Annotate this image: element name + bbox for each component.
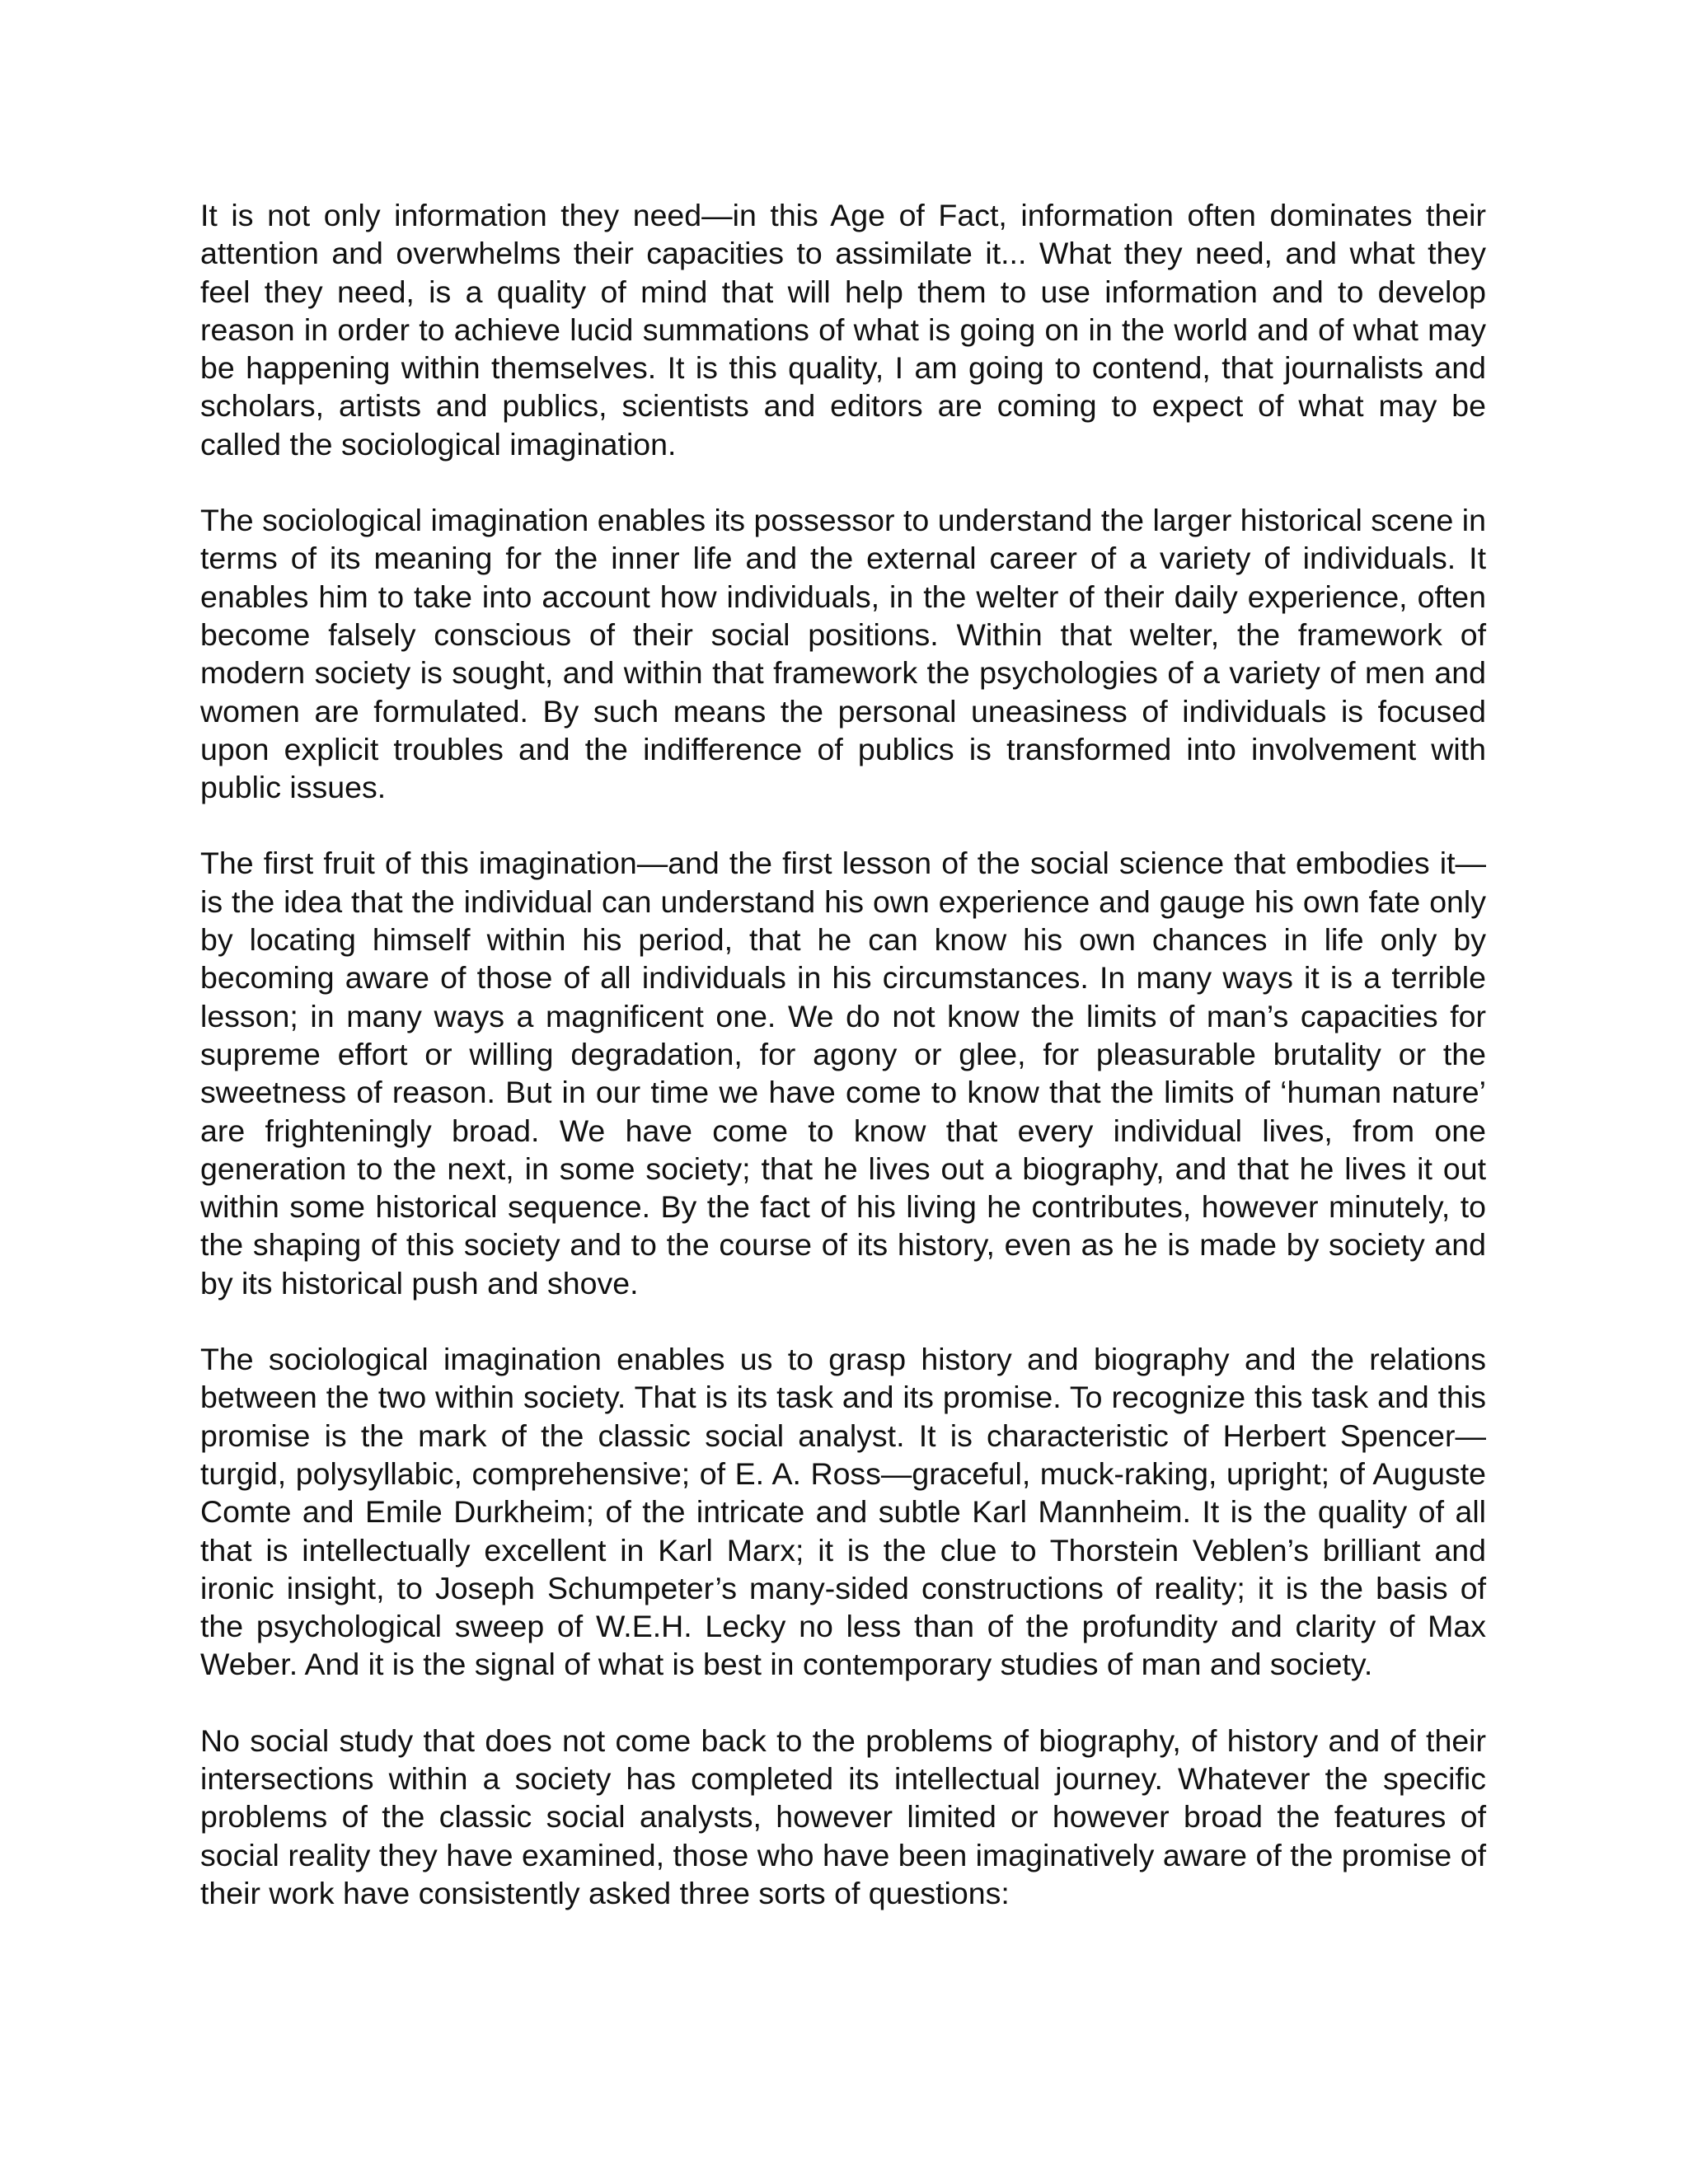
paragraph-information-need: It is not only information they need—in this Age of Fact, information often dominates their attention and overwhelms their capacities to assimilate it... What they need, and what they feel they need, is a quality of mind that will help them to use information and to develop reason in order to achieve lucid summations of what is going on in the world and of what may be happening within themselves. It is this quality, I am going to contend, that journalists and scholars, artists and publics, scientists and editors are coming to expect of what may be called the sociological imagination. bbox=[200, 198, 1486, 462]
paragraph-imagination-enables: The sociological imagination enables its possessor to understand the larger historical scene in terms of its meaning for the inner life and the external career of a variety of individuals. It enables him to take into account how individuals, in the welter of their daily experience, often become falsely conscious of their social positions. Within that welter, the framework of modern society is sought, and within that framework the psychologies of a variety of men and women are formulated. By such means the personal uneasiness of individuals is focused upon explicit troubles and the indifference of publics is transformed into involvement with public issues. bbox=[200, 503, 1486, 805]
paragraph-first-fruit: The first fruit of this imagination—and the first lesson of the social science that embodies it—is the idea that the individual can understand his own experience and gauge his own fate only by locating himself within his period, that he can know his own chances in life only by becoming aware of those of all individuals in his circumstances. In many ways it is a terrible lesson; in many ways a magnificent one. We do not know the limits of man’s capacities for supreme effort or willing degradation, for agony or glee, for pleasurable brutality or the sweetness of reason. But in our time we have come to know that the limits of ‘human nature’ are frighteningly broad. We have come to know that every individual lives, from one generation to the next, in some society; that he lives out a biography, and that he lives it out within some historical sequence. By the fact of his living he contributes, however minutely, to the shaping of this society and to the course of its history, even as he is made by society and by its historical push and shove. bbox=[200, 846, 1486, 1301]
body-text bbox=[200, 196, 1486, 1950]
paragraph-three-questions: No social study that does not come back to the problems of biography, of history and of their intersections within a society has completed its intellectual journey. Whatever the specific problems of the classic social analysts, however limited or however broad the features of social reality they have examined, those who have been imaginatively aware of the promise of their work have consistently asked three sorts of questions: bbox=[200, 1722, 1486, 1910]
paragraph-history-biography: The sociological imagination enables us to grasp history and biography and the relations between the two within society. That is its task and its promise. To recognize this task and this promise is the mark of the classic social analyst. It is characteristic of Herbert Spencer—turgid, polysyllabic, comprehensive; of E. A. Ross—graceful, muck-raking, upright; of Auguste Comte and Emile Durkheim; of the intricate and subtle Karl Mannheim. It is the quality of all that is intellectually excellent in Karl Marx; it is the clue to Thorstein Veblen’s brilliant and ironic insight, to Joseph Schumpeter’s many-sided constructions of reality; it is the basis of the psychological sweep of W.E.H. Lecky no less than of the profundity and clarity of Max Weber. And it is the signal of what is best in contemporary studies of man and society. bbox=[200, 1342, 1486, 1682]
